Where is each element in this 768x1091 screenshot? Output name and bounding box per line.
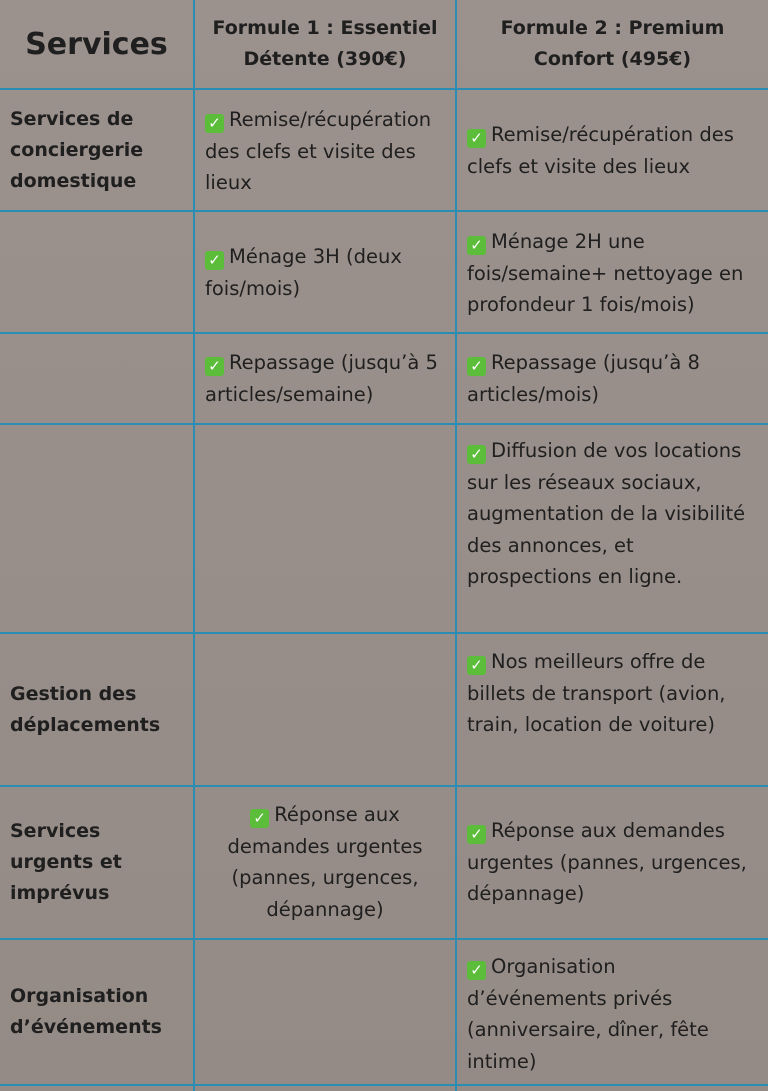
check-icon: ✓	[250, 809, 269, 828]
service-label: Services urgents et imprévus	[10, 820, 122, 904]
header-formula-1: Formule 1 : Essentiel Détente (390€)	[212, 17, 438, 70]
service-label: Services de conciergerie domestique	[10, 107, 144, 192]
formula-2-item: ✓ Organisation d’événements privés (anniversaire, dîner, fête intime)	[467, 955, 709, 1073]
check-icon: ✓	[205, 251, 224, 270]
formula-1-item: ✓ Réponse aux demandes urgentes (pannes, urgences, dépannage)	[227, 803, 423, 921]
check-icon: ✓	[205, 114, 224, 133]
check-icon: ✓	[467, 825, 486, 844]
check-icon: ✓	[467, 357, 486, 376]
row-divider	[0, 210, 768, 212]
check-icon: ✓	[467, 961, 486, 980]
service-label: Organisation d’événements	[10, 985, 162, 1038]
formula-1-item: ✓ Repassage (jusqu’à 5 articles/semaine)	[205, 351, 438, 406]
check-icon: ✓	[467, 129, 486, 148]
row-divider	[0, 332, 768, 334]
formula-2-item: ✓ Nos meilleurs offre de billets de transport (avion, train, location de voiture)	[467, 650, 726, 736]
formula-2-item: ✓ Réponse aux demandes urgentes (pannes, urgences, dépannage)	[467, 819, 747, 905]
formula-2-item: ✓ Ménage 2H une fois/semaine+ nettoyage en profondeur 1 fois/mois)	[467, 230, 744, 316]
row-divider	[0, 423, 768, 425]
formula-2-item: ✓ Repassage (jusqu’à 8 articles/mois)	[467, 351, 700, 406]
check-icon: ✓	[205, 357, 224, 376]
header-services: Services	[25, 26, 168, 62]
check-icon: ✓	[467, 656, 486, 675]
service-label: Gestion des déplacements	[10, 682, 161, 736]
row-divider	[0, 1084, 768, 1086]
check-icon: ✓	[467, 236, 486, 255]
formula-1-item: ✓ Ménage 3H (deux fois/mois)	[205, 245, 402, 300]
formula-2-item: ✓ Diffusion de vos locations sur les réseaux sociaux, augmentation de la visibilité des annonces, et prospections en ligne.	[467, 439, 746, 588]
formula-2-item: ✓ Remise/récupération des clefs et visite des lieux	[467, 123, 734, 178]
check-icon: ✓	[467, 445, 486, 464]
formula-1-item: ✓ Remise/récupération des clefs et visite des lieux	[205, 108, 432, 194]
header-formula-2: Formule 2 : Premium Confort (495€)	[500, 17, 725, 70]
